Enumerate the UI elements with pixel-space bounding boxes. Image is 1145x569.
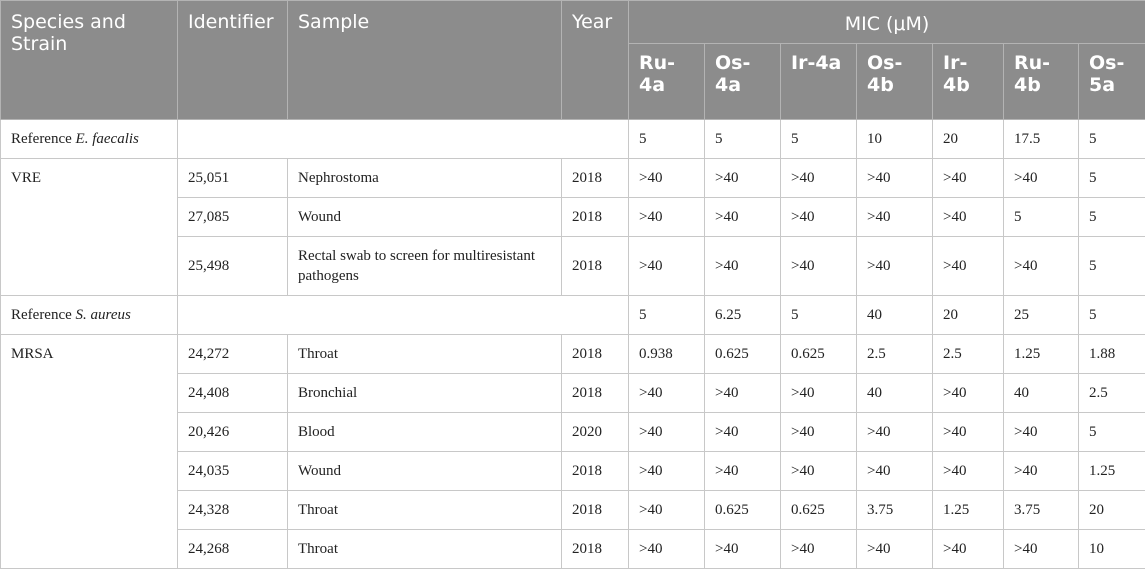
table-row xyxy=(1,296,1145,335)
mic-cell: 25 xyxy=(1004,296,1079,335)
mic-cell: 20 xyxy=(1079,491,1145,530)
mic-cell: 40 xyxy=(857,374,933,413)
header-mic: MIC (μM) xyxy=(629,1,1145,44)
sample-cell: Bronchial xyxy=(288,374,562,413)
mic-cell: >40 xyxy=(857,413,933,452)
mic-cell: >40 xyxy=(781,452,857,491)
header-compound: Os-4a xyxy=(705,44,781,120)
mic-cell: >40 xyxy=(629,452,705,491)
identifier-cell: 27,085 xyxy=(178,198,288,237)
header-compound: Os-4b xyxy=(857,44,933,120)
reference-label: Reference E. faecalis xyxy=(1,120,178,159)
header-compound: Ir-4b xyxy=(933,44,1004,120)
identifier-cell: 24,328 xyxy=(178,491,288,530)
table-row xyxy=(1,159,1145,198)
mic-cell: >40 xyxy=(705,413,781,452)
mic-cell: >40 xyxy=(933,374,1004,413)
mic-cell: >40 xyxy=(1004,159,1079,198)
mic-cell: >40 xyxy=(857,530,933,569)
mic-cell: 20 xyxy=(933,120,1004,159)
mic-cell: >40 xyxy=(629,159,705,198)
mic-cell: >40 xyxy=(781,159,857,198)
group-label: VRE xyxy=(1,159,178,296)
mic-cell: >40 xyxy=(629,530,705,569)
table-body xyxy=(1,120,1145,569)
mic-cell: 5 xyxy=(1079,159,1145,198)
header-identifier: Identifier xyxy=(178,1,288,120)
year-cell: 2018 xyxy=(562,335,629,374)
mic-cell: 5 xyxy=(705,120,781,159)
mic-cell: 2.5 xyxy=(857,335,933,374)
mic-cell: 3.75 xyxy=(857,491,933,530)
mic-cell: >40 xyxy=(781,198,857,237)
mic-cell: >40 xyxy=(1004,237,1079,296)
mic-cell: >40 xyxy=(1004,452,1079,491)
mic-cell: 0.625 xyxy=(705,491,781,530)
identifier-cell: 24,272 xyxy=(178,335,288,374)
header-compound: Os-5a xyxy=(1079,44,1145,120)
mic-cell: 5 xyxy=(1079,120,1145,159)
mic-cell: >40 xyxy=(857,452,933,491)
sample-cell: Rectal swab to screen for multiresistant pathogens xyxy=(288,237,562,296)
mic-cell: >40 xyxy=(933,159,1004,198)
mic-cell: 1.88 xyxy=(1079,335,1145,374)
sample-cell: Throat xyxy=(288,530,562,569)
mic-cell: >40 xyxy=(629,491,705,530)
mic-cell: >40 xyxy=(933,237,1004,296)
empty-cell xyxy=(178,120,629,159)
header-species: Species and Strain xyxy=(1,1,178,120)
year-cell: 2018 xyxy=(562,452,629,491)
header-sample: Sample xyxy=(288,1,562,120)
identifier-cell: 20,426 xyxy=(178,413,288,452)
mic-cell: 5 xyxy=(781,296,857,335)
mic-cell: 0.625 xyxy=(781,335,857,374)
mic-cell: 5 xyxy=(781,120,857,159)
mic-cell: 2.5 xyxy=(1079,374,1145,413)
sample-cell: Throat xyxy=(288,335,562,374)
identifier-cell: 25,498 xyxy=(178,237,288,296)
mic-cell: 5 xyxy=(1079,296,1145,335)
sample-cell: Wound xyxy=(288,198,562,237)
header-compound: Ru-4b xyxy=(1004,44,1079,120)
mic-cell: 5 xyxy=(629,120,705,159)
mic-cell: 1.25 xyxy=(1079,452,1145,491)
mic-cell: >40 xyxy=(933,530,1004,569)
mic-cell: 5 xyxy=(1004,198,1079,237)
mic-cell: 1.25 xyxy=(933,491,1004,530)
header-compound: Ru-4a xyxy=(629,44,705,120)
table-header xyxy=(1,1,1145,120)
mic-cell: >40 xyxy=(705,452,781,491)
year-cell: 2018 xyxy=(562,374,629,413)
year-cell: 2020 xyxy=(562,413,629,452)
year-cell: 2018 xyxy=(562,491,629,530)
mic-cell: >40 xyxy=(1004,413,1079,452)
mic-cell: >40 xyxy=(629,413,705,452)
mic-cell: 2.5 xyxy=(933,335,1004,374)
mic-cell: >40 xyxy=(629,198,705,237)
mic-cell: 5 xyxy=(1079,237,1145,296)
mic-cell: >40 xyxy=(705,198,781,237)
year-cell: 2018 xyxy=(562,237,629,296)
mic-cell: 40 xyxy=(857,296,933,335)
mic-cell: 0.625 xyxy=(705,335,781,374)
reference-label: Reference S. aureus xyxy=(1,296,178,335)
mic-cell: 6.25 xyxy=(705,296,781,335)
mic-cell: >40 xyxy=(781,237,857,296)
mic-cell: >40 xyxy=(857,198,933,237)
mic-cell: >40 xyxy=(705,374,781,413)
mic-cell: >40 xyxy=(781,413,857,452)
mic-cell: 5 xyxy=(1079,198,1145,237)
mic-cell: >40 xyxy=(1004,530,1079,569)
mic-cell: 40 xyxy=(1004,374,1079,413)
identifier-cell: 24,035 xyxy=(178,452,288,491)
year-cell: 2018 xyxy=(562,159,629,198)
sample-cell: Throat xyxy=(288,491,562,530)
group-label: MRSA xyxy=(1,335,178,569)
header-compound: Ir-4a xyxy=(781,44,857,120)
sample-cell: Wound xyxy=(288,452,562,491)
mic-cell: >40 xyxy=(705,159,781,198)
mic-cell: 20 xyxy=(933,296,1004,335)
mic-cell: >40 xyxy=(705,530,781,569)
year-cell: 2018 xyxy=(562,198,629,237)
mic-cell: >40 xyxy=(933,198,1004,237)
mic-cell: 10 xyxy=(857,120,933,159)
mic-cell: >40 xyxy=(933,413,1004,452)
table-row xyxy=(1,120,1145,159)
mic-cell: >40 xyxy=(705,237,781,296)
identifier-cell: 25,051 xyxy=(178,159,288,198)
mic-cell: 17.5 xyxy=(1004,120,1079,159)
mic-cell: 1.25 xyxy=(1004,335,1079,374)
mic-cell: 5 xyxy=(629,296,705,335)
mic-cell: >40 xyxy=(857,237,933,296)
identifier-cell: 24,408 xyxy=(178,374,288,413)
sample-cell: Nephrostoma xyxy=(288,159,562,198)
empty-cell xyxy=(178,296,629,335)
mic-cell: >40 xyxy=(629,374,705,413)
mic-cell: >40 xyxy=(857,159,933,198)
table-row xyxy=(1,335,1145,374)
mic-cell: 0.938 xyxy=(629,335,705,374)
mic-cell: >40 xyxy=(629,237,705,296)
mic-cell: 0.625 xyxy=(781,491,857,530)
mic-cell: >40 xyxy=(781,374,857,413)
identifier-cell: 24,268 xyxy=(178,530,288,569)
mic-cell: 10 xyxy=(1079,530,1145,569)
year-cell: 2018 xyxy=(562,530,629,569)
mic-cell: >40 xyxy=(781,530,857,569)
mic-cell: 5 xyxy=(1079,413,1145,452)
header-year: Year xyxy=(562,1,629,120)
sample-cell: Blood xyxy=(288,413,562,452)
mic-cell: 3.75 xyxy=(1004,491,1079,530)
mic-cell: >40 xyxy=(933,452,1004,491)
